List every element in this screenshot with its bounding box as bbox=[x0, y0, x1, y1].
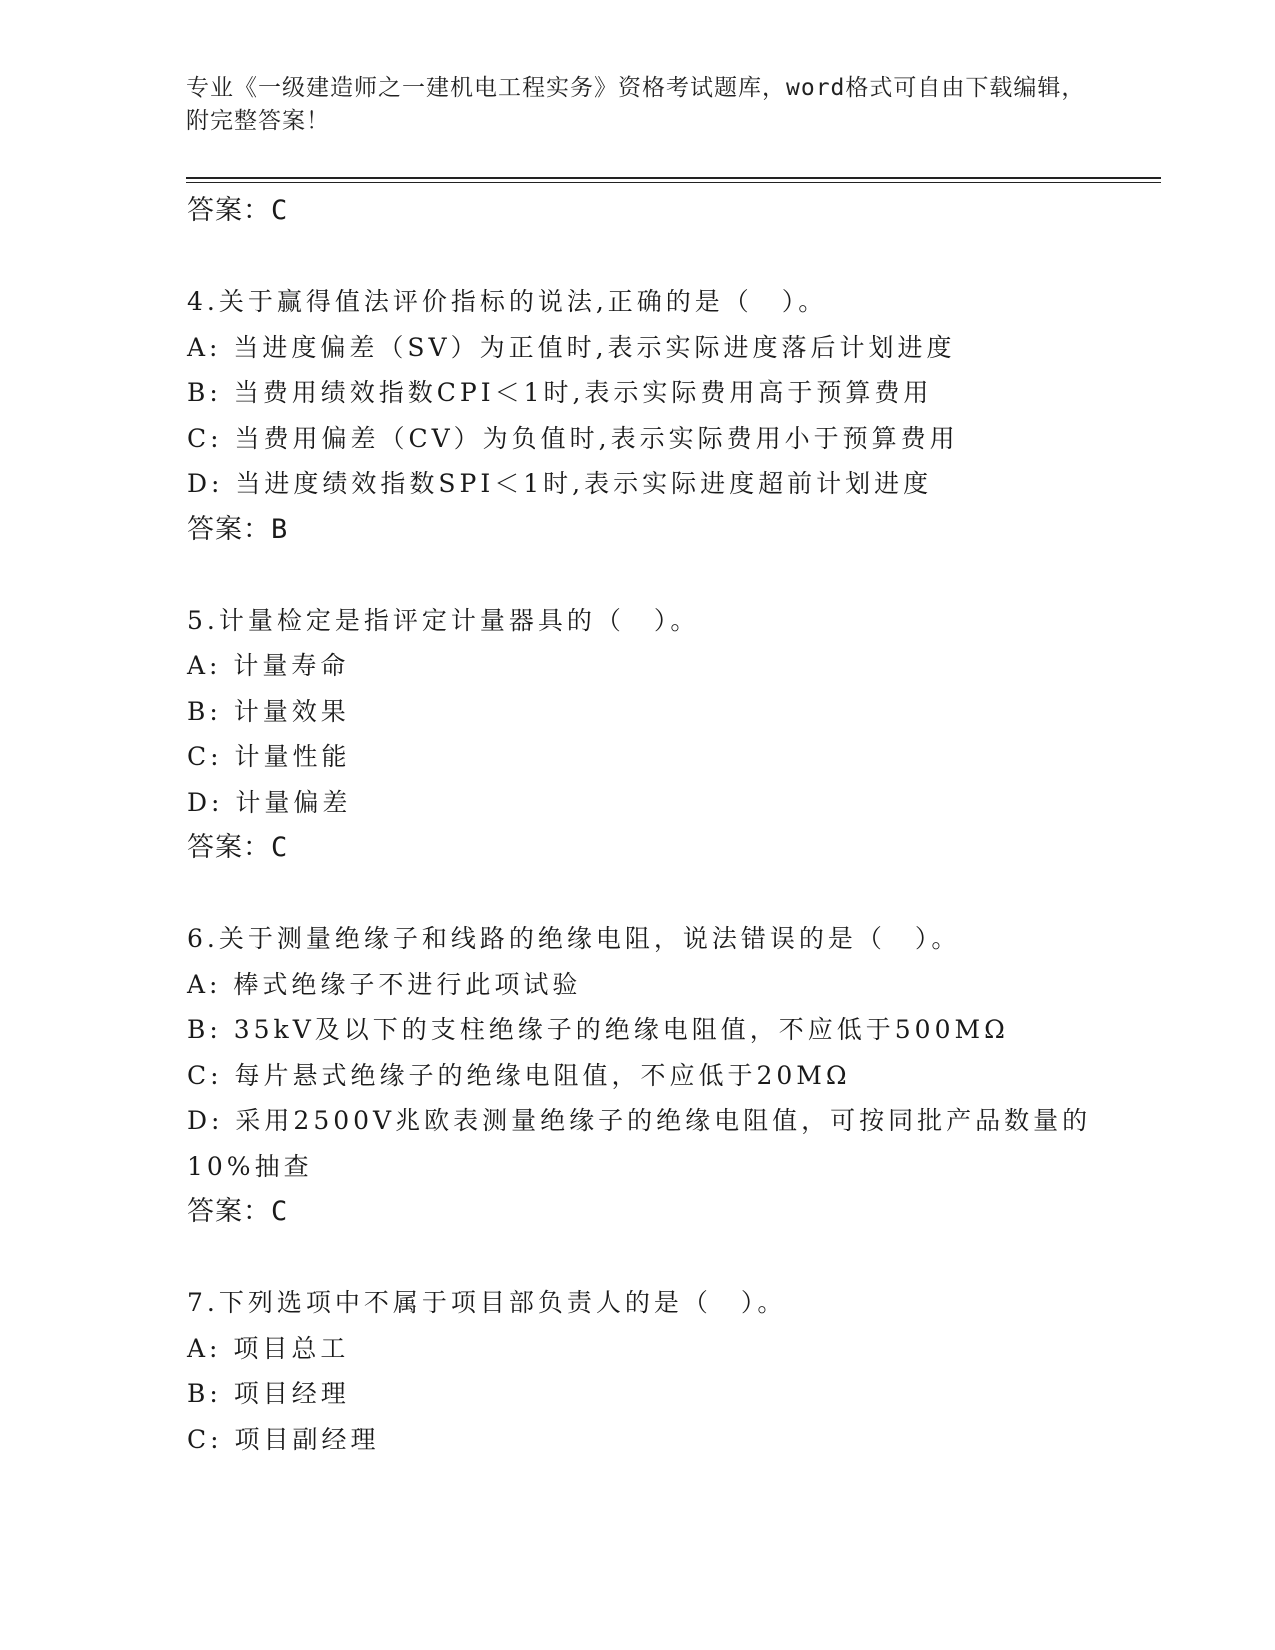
option-d: D: 计量偏差 bbox=[187, 787, 352, 817]
option-a: A: 计量寿命 bbox=[187, 651, 350, 680]
option-c: C: 计量性能 bbox=[187, 742, 351, 771]
option-d: D: 当进度绩效指数SPI＜1时,表示实际进度超前计划进度 bbox=[187, 469, 933, 498]
question-list bbox=[187, 188, 1092, 1462]
question-block bbox=[187, 598, 1087, 871]
option-c: C: 项目副经理 bbox=[187, 1424, 380, 1454]
question-stem: 6.关于测量绝缘子和线路的绝缘电阻，说法错误的是（ ）。 bbox=[187, 924, 961, 953]
option-b: B: 项目经理 bbox=[187, 1379, 350, 1408]
option-b: B: 计量效果 bbox=[187, 696, 350, 726]
question-block bbox=[187, 916, 1092, 1235]
option-d: D: 采用2500V兆欧表测量绝缘子的绝缘电阻值，可按同批产品数量的 bbox=[187, 1106, 1092, 1135]
option-a: A: 项目总工 bbox=[187, 1333, 350, 1363]
question-stem: 4.关于赢得值法评价指标的说法,正确的是（ ）。 bbox=[187, 287, 828, 316]
question-block bbox=[187, 1280, 1087, 1462]
answer-line: 答案：C bbox=[187, 1196, 289, 1227]
option-a: A: 棒式绝缘子不进行此项试验 bbox=[187, 969, 582, 999]
option-c: C: 每片悬式绝缘子的绝缘电阻值，不应低于20MΩ bbox=[187, 1060, 851, 1090]
question-block bbox=[187, 279, 1087, 552]
header-divider-thick bbox=[186, 177, 1161, 179]
option-c: C: 当费用偏差（CV）为负值时,表示实际费用小于预算费用 bbox=[187, 423, 959, 453]
header-divider-thin bbox=[186, 182, 1161, 183]
answer-line: 答案：C bbox=[187, 832, 289, 863]
option-b: B: 当费用绩效指数CPI＜1时,表示实际费用高于预算费用 bbox=[187, 378, 933, 407]
answer-line: 答案：C bbox=[187, 195, 289, 226]
document-header-note: 专业《一级建造师之一建机电工程实务》资格考试题库，word格式可自由下载编辑，附完整答案！ bbox=[186, 75, 1086, 134]
question-stem: 5.计量检定是指评定计量器具的（ ）。 bbox=[187, 605, 700, 635]
answer-line: 答案：B bbox=[187, 513, 289, 545]
option-b: B: 35kV及以下的支柱绝缘子的绝缘电阻值，不应低于500MΩ bbox=[187, 1015, 1009, 1044]
option-a: A: 当进度偏差（SV）为正值时,表示实际进度落后计划进度 bbox=[187, 332, 956, 362]
option-d-continuation: 10%抽查 bbox=[187, 1151, 313, 1181]
question-stem: 7.下列选项中不属于项目部负责人的是（ ）。 bbox=[187, 1288, 787, 1317]
